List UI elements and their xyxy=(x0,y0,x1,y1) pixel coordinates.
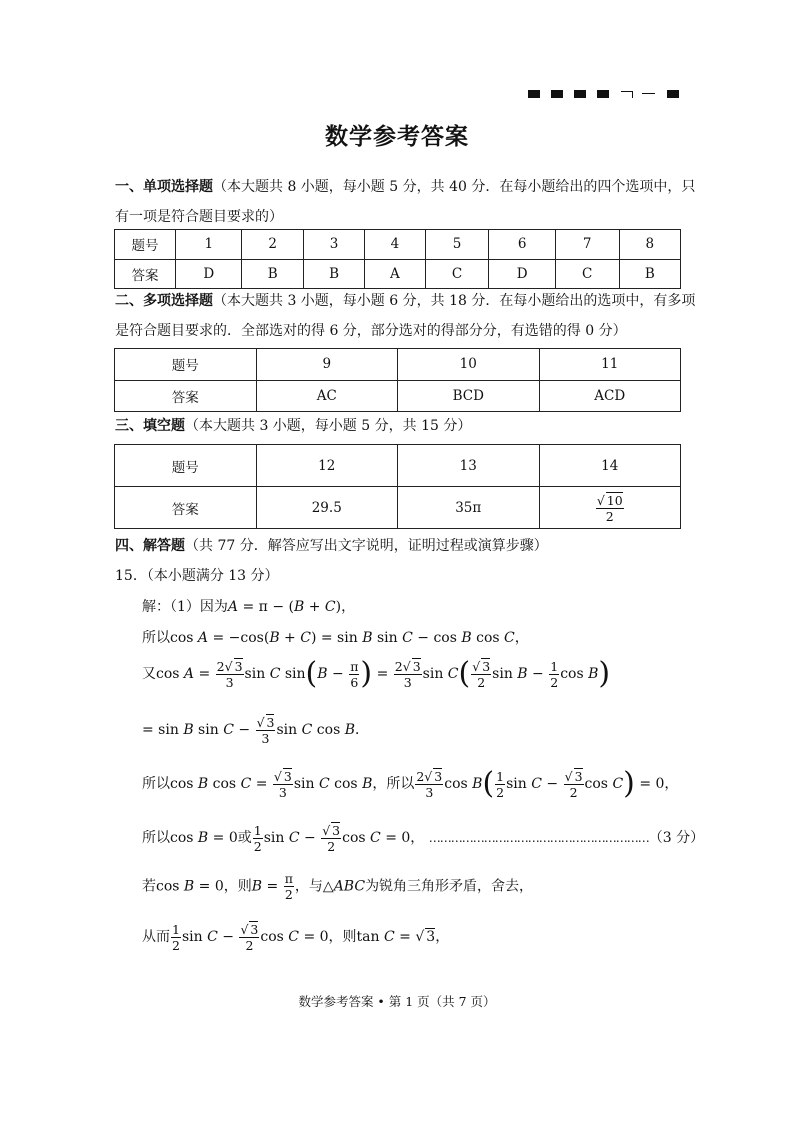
question-number: 6 xyxy=(489,230,555,260)
answer-cell: C xyxy=(555,259,619,289)
section-3-answer-table xyxy=(114,444,681,529)
mark-corner xyxy=(621,91,633,98)
table-row-numbers xyxy=(115,349,681,381)
question-number: 14 xyxy=(539,445,681,487)
solution-line-2: 所以cos A = −cos(B + C) = sin B sin C − cos B cos C， xyxy=(142,630,529,646)
mark-block xyxy=(597,90,609,98)
mark-block xyxy=(528,90,540,98)
solution-line-7: 若cos B = 0，则B = $\frac{\pi}{2}$ ，与△ABC为锐角三角形矛盾，舍去， xyxy=(142,871,534,902)
section-3-desc: （本大题共 3 小题，每小题 5 分，共 15 分） xyxy=(185,418,472,434)
answer-cell: B xyxy=(619,259,680,289)
answer-cell: BCD xyxy=(398,380,540,412)
section-2-answer-table xyxy=(114,348,681,412)
table-row-answers xyxy=(115,259,681,289)
answer-cell: AC xyxy=(256,380,398,412)
question-number: 13 xyxy=(398,445,540,487)
page-footer: 数学参考答案 • 第 1 页（共 7 页） xyxy=(298,994,496,1009)
solution-line-5: 所以cos B cos C = $\frac{√ 3}{3}$ sin C cos B，所以 $\frac{2√ 3}{3}$ cos B( $\frac{1}{2}$ sin C − $\frac{√ 3}{2}$ cos C) = 0， xyxy=(142,766,679,801)
question-number: 4 xyxy=(365,230,425,260)
question-number: 2 xyxy=(242,230,303,260)
mark-block xyxy=(551,90,563,98)
section-3-heading: 三、填空题 xyxy=(115,418,185,434)
table-row-answers xyxy=(115,380,681,412)
section-2-heading: 二、多项选择题 xyxy=(115,293,213,309)
question-number: 12 xyxy=(256,445,398,487)
section-2-desc: （本大题共 3 小题，每小题 6 分，共 18 分．在每小题给出的选项中，有多项 xyxy=(213,293,696,309)
question-number: 7 xyxy=(555,230,619,260)
table-row-numbers xyxy=(115,230,681,260)
section-2-desc-cont: 是符合题目要求的．全部选对的得 6 分，部分选对的得部分分，有选错的得 0 分） xyxy=(115,323,627,339)
solution-line-1: 解：（1）因为A = π − (B + C)， xyxy=(142,599,356,615)
section-1-desc: （本大题共 8 小题，每小题 5 分，共 40 分．在每小题给出的四个选项中，只 xyxy=(213,179,696,195)
solution-line-3: 又cos A = $\frac{2√ 3}{3}$ sin C sin(B − $\frac{\pi}{6}$ ) = $\frac{2√ 3}{3}$ sin C( $\frac{√ 3}{2}$ sin B − $\frac{1}{2}$ cos B) xyxy=(142,656,611,691)
answer-cell: C xyxy=(425,259,489,289)
section-4-intro xyxy=(115,531,685,561)
table-row-numbers xyxy=(115,445,681,487)
section-2-intro xyxy=(115,286,696,346)
mark-dash xyxy=(642,93,655,94)
answer-cell: B xyxy=(303,259,364,289)
table-row-answers xyxy=(115,487,681,529)
score: （3 分） xyxy=(648,830,705,846)
section-1-desc-cont: 有一项是符合题目要求的） xyxy=(115,209,283,225)
answer-cell: A xyxy=(365,259,425,289)
question-number: 3 xyxy=(303,230,364,260)
question-number: 5 xyxy=(425,230,489,260)
section-1-intro xyxy=(115,172,696,232)
solution-line-8: 从而 $\frac{1}{2}$ sin C − $\frac{√ 3}{2}$ cos C = 0，则tan C = √ 3， xyxy=(142,921,450,953)
solution-line-6: 所以cos B = 0或 $\frac{1}{2}$ sin C − $\frac{√ 3}{2}$ cos C = 0， ……………………………………………………（3 分） xyxy=(142,822,705,854)
question-15-label: 15．（本小题满分 13 分） xyxy=(115,568,279,584)
answer-cell: D xyxy=(176,259,242,289)
dot-leader: …………………………………………………… xyxy=(428,831,649,845)
section-3-intro xyxy=(115,411,685,441)
answer-cell: ACD xyxy=(539,380,681,412)
row-label: 题号 xyxy=(115,445,257,487)
question-number: 8 xyxy=(619,230,680,260)
solution-line-4: = sin B sin C − $\frac{√ 3}{3}$ sin C cos B． xyxy=(142,715,369,746)
answer-cell: D xyxy=(489,259,555,289)
section-1-heading: 一、单项选择题 xyxy=(115,179,213,195)
question-number: 9 xyxy=(256,349,398,381)
section-4-heading: 四、解答题 xyxy=(115,538,185,554)
mark-block xyxy=(574,90,586,98)
row-label: 答案 xyxy=(115,487,257,529)
row-label: 答案 xyxy=(115,259,176,289)
question-number: 1 xyxy=(176,230,242,260)
question-number: 10 xyxy=(398,349,540,381)
question-number: 11 xyxy=(539,349,681,381)
row-label: 题号 xyxy=(115,349,257,381)
row-label: 答案 xyxy=(115,380,257,412)
mark-block xyxy=(667,90,679,98)
section-4-desc: （共 77 分．解答应写出文字说明，证明过程或演算步骤） xyxy=(185,538,548,554)
fraction: $\frac{√ 10}{2}$ xyxy=(596,492,623,524)
answer-cell: 35π xyxy=(398,487,540,529)
answer-cell xyxy=(539,487,681,529)
answer-cell: 29.5 xyxy=(256,487,398,529)
section-1-answer-table xyxy=(114,229,681,289)
page-title: 数学参考答案 xyxy=(325,123,469,150)
row-label: 题号 xyxy=(115,230,176,260)
answer-cell: B xyxy=(242,259,303,289)
